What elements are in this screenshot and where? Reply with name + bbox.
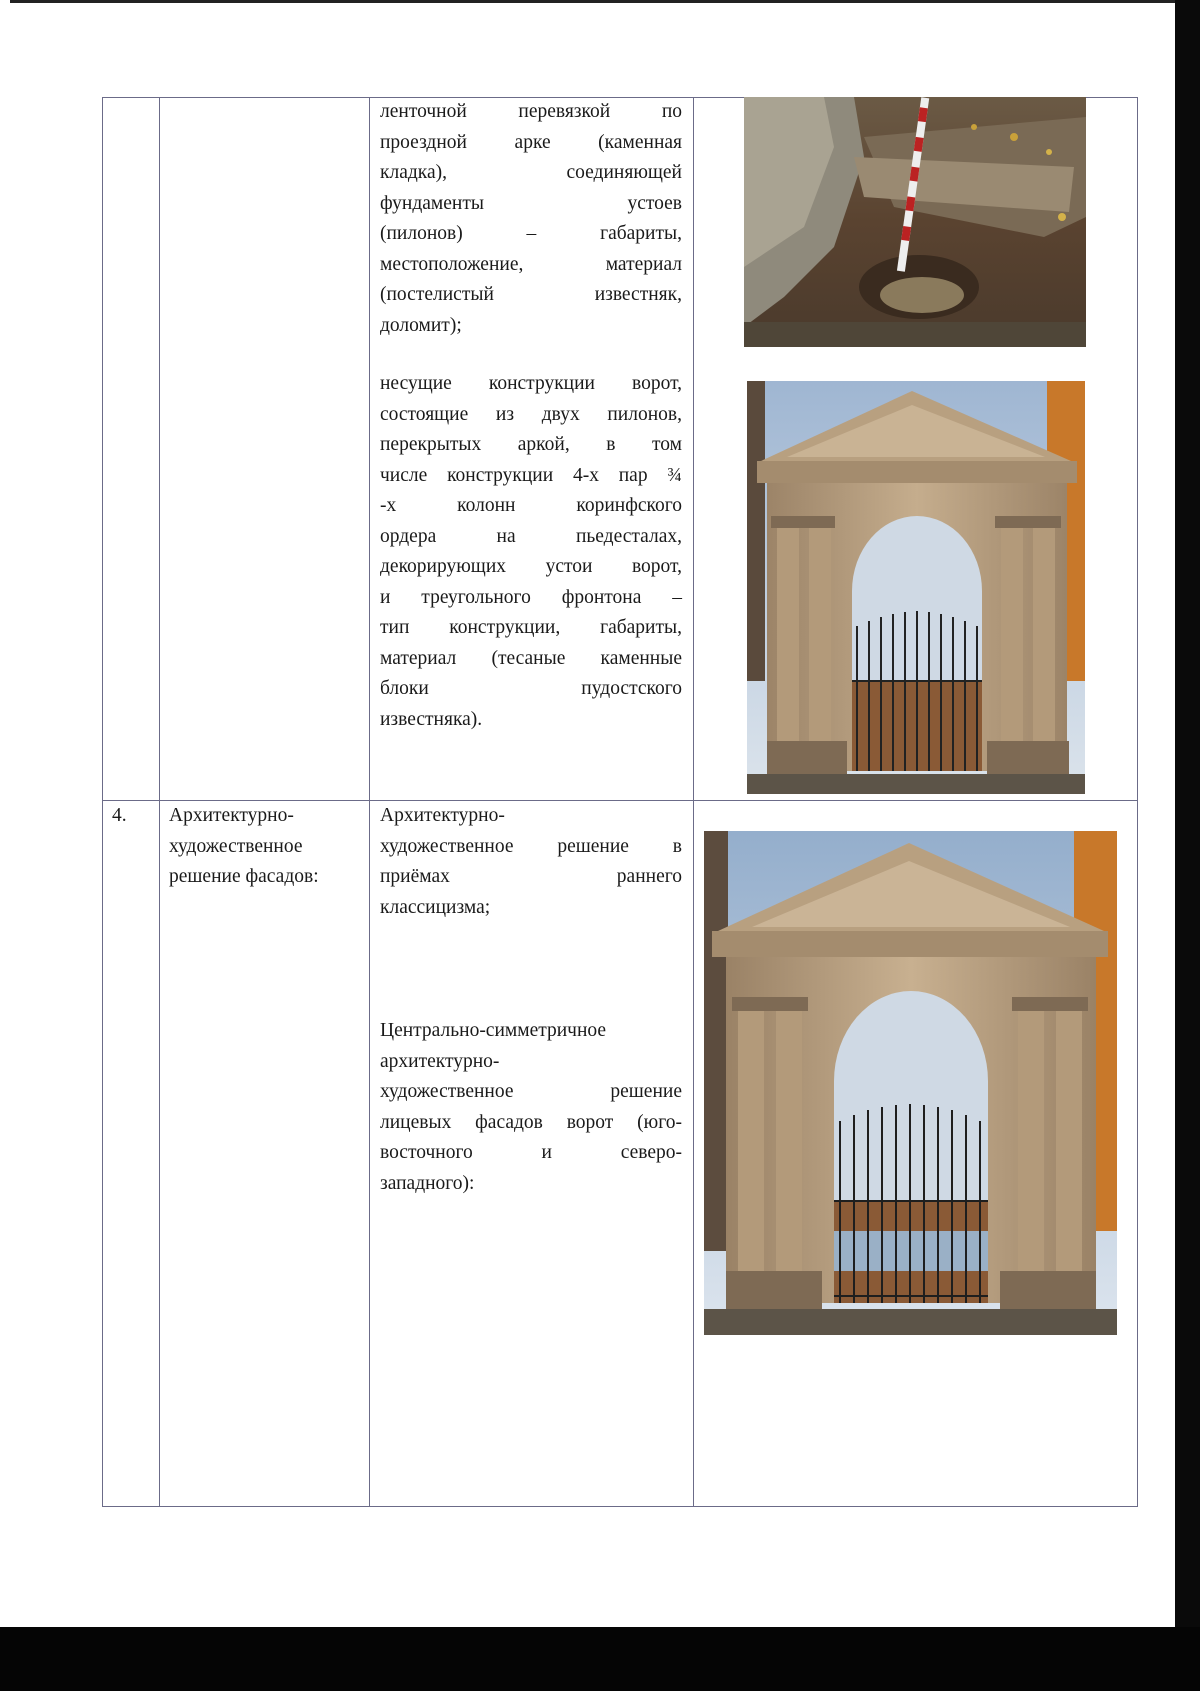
- style-paragraph: [380, 801, 682, 923]
- load-bearing-description: [380, 369, 682, 735]
- text-line: и треугольного фронтона –: [380, 586, 682, 608]
- column-border: [102, 97, 103, 1507]
- text-line: художественное решение: [380, 1081, 682, 1102]
- column-border: [693, 97, 694, 1507]
- text-line: известняка).: [380, 708, 483, 730]
- text-line: блоки пудостского: [380, 678, 682, 699]
- gate-photo: [747, 381, 1085, 794]
- text-line: художественное решение в: [380, 835, 682, 857]
- text-line: западного):: [380, 1172, 475, 1194]
- row-title: [169, 801, 365, 893]
- facade-paragraph: [380, 1016, 682, 1199]
- text-line: ордера на пьедесталах,: [380, 525, 682, 547]
- text-line: декорирующих устои ворот,: [380, 556, 682, 577]
- text-line: фундаменты устоев: [380, 192, 682, 214]
- text-line: перекрытых аркой, в том: [380, 434, 682, 455]
- excavation-photo: [744, 97, 1086, 347]
- text-line: решение фасадов:: [169, 866, 319, 887]
- gate-facade-photo: [704, 831, 1117, 1335]
- continued-description-2: [380, 369, 682, 735]
- text-line: материал (тесаные каменные: [380, 647, 682, 669]
- text-line: ленточной перевязкой по: [380, 101, 682, 122]
- text-line: состоящие из двух пилонов,: [380, 403, 682, 425]
- text-line: (пилонов) – габариты,: [380, 223, 682, 244]
- text-line: восточного и северо-: [380, 1142, 682, 1163]
- text-line: лицевых фасадов ворот (юго-: [380, 1111, 682, 1133]
- row-number: [112, 801, 152, 832]
- text-line: архитектурно-: [380, 1050, 500, 1072]
- text-line: Архитектурно-: [169, 805, 294, 826]
- text-line: числе конструкции 4-х пар ¾: [380, 464, 682, 486]
- text-line: Центрально-симметричное: [380, 1020, 607, 1041]
- column-border: [369, 97, 370, 1507]
- column-border: [1137, 97, 1138, 1507]
- text-line: -х колонн коринфского: [380, 495, 682, 516]
- text-line: классицизма;: [380, 896, 491, 918]
- text-line: тип конструкции, габариты,: [380, 617, 682, 638]
- text-line: Архитектурно-: [380, 805, 505, 826]
- text-line: несущие конструкции ворот,: [380, 373, 682, 394]
- text-line: приёмах раннего: [380, 866, 682, 887]
- style-description: [380, 801, 682, 923]
- text-line: кладка), соединяющей: [380, 162, 682, 183]
- foundation-description: [380, 97, 682, 341]
- facade-description: [380, 1016, 682, 1199]
- column-border: [159, 97, 160, 1507]
- text-line: художественное: [169, 835, 303, 857]
- text-line: местоположение, материал: [380, 253, 682, 275]
- row-number-text: 4.: [112, 805, 127, 826]
- text-line: проездной арке (каменная: [380, 131, 682, 153]
- table-border-bottom: [102, 1506, 1138, 1507]
- continued-description: [380, 97, 682, 341]
- text-line: доломит);: [380, 314, 462, 336]
- text-line: (постелистый известняк,: [380, 284, 682, 305]
